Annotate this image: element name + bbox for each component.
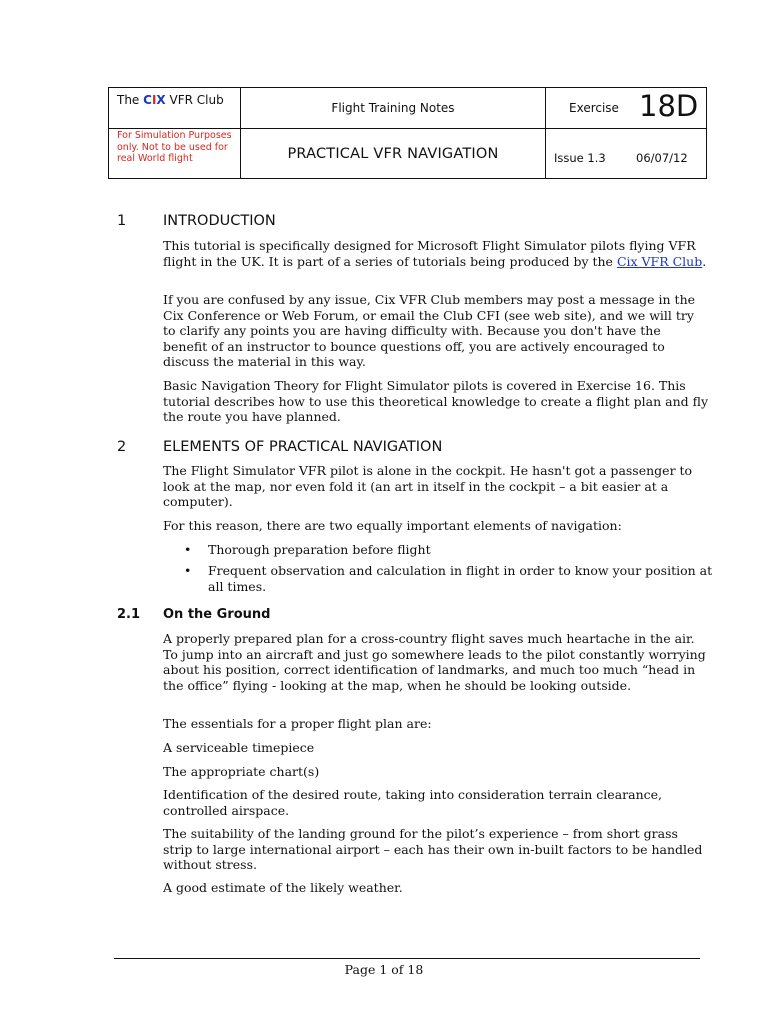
page-number: Page 1 of 18 <box>344 962 424 977</box>
ground-paragraph-4: The appropriate chart(s) <box>163 764 320 779</box>
intro-paragraph-2: If you are confused by any issue, Cix VFR Club members may post a message in the Cix Conference or Web Forum, or email the Club CFI (see web site), and we will try to clarify any points you are having difficulty with. Because you don't have the benefit of an instructor to bounce questions off, you are actively encouraged to discuss the material in this way. <box>163 292 696 370</box>
table-divider <box>545 88 546 178</box>
bullet-icon: • <box>184 542 192 557</box>
simulation-warning: For Simulation Purposes only. Not to be used for real World flight <box>117 130 232 164</box>
club-name: The CIX VFR Club <box>117 93 224 107</box>
section-number: 2 <box>117 439 127 455</box>
section-number: 1 <box>117 213 127 229</box>
document-title: PRACTICAL VFR NAVIGATION <box>287 145 499 162</box>
ground-paragraph-5: Identification of the desired route, taking into consideration terrain clearance, controlled airspace. <box>163 787 662 818</box>
exercise-number: 18D <box>639 89 699 123</box>
footer-rule <box>114 958 700 959</box>
ground-paragraph-7: A good estimate of the likely weather. <box>163 880 403 895</box>
section-title: On the Ground <box>163 607 271 622</box>
intro-paragraph-3: Basic Navigation Theory for Flight Simulator pilots is covered in Exercise 16. This tutorial describes how to use this theoretical knowledge to create a flight plan and fly the route you have planned. <box>163 378 709 425</box>
intro-paragraph-1: This tutorial is specifically designed for Microsoft Flight Simulator pilots flying VFR flight in the UK. It is part of a series of tutorials being produced by the Cix VFR Club. <box>163 238 707 269</box>
table-divider <box>240 88 241 178</box>
elements-paragraph-2: For this reason, there are two equally important elements of navigation: <box>163 518 622 533</box>
section-number: 2.1 <box>117 607 141 622</box>
section-title: ELEMENTS OF PRACTICAL NAVIGATION <box>163 439 443 455</box>
document-header-table <box>108 87 707 179</box>
bullet-icon: • <box>184 563 192 578</box>
ground-paragraph-3: A serviceable timepiece <box>163 740 315 755</box>
elements-paragraph-1: The Flight Simulator VFR pilot is alone in the cockpit. He hasn't got a passenger to look at the map, nor even fold it (an art in itself in the cockpit – a bit easier at a computer). <box>163 463 693 510</box>
issue-number: Issue 1.3 <box>554 151 606 165</box>
ground-paragraph-6: The suitability of the landing ground for the pilot’s experience – from short grass strip to large international airport – each has their own in-built factors to be handled without stress. <box>163 826 703 873</box>
cix-vfr-club-link[interactable]: Cix VFR Club <box>616 253 703 269</box>
exercise-label: Exercise <box>569 101 619 115</box>
ground-paragraph-1: A properly prepared plan for a cross-country flight saves much heartache in the air. To jump into an aircraft and just go somewhere leads to the pilot constantly worrying about his position, correct identification of landmarks, and much too much “head in the office” flying - looking at the map, when he should be looking outside. <box>163 631 706 693</box>
section-title: INTRODUCTION <box>163 213 276 229</box>
ground-paragraph-2: The essentials for a proper flight plan are: <box>163 716 432 731</box>
document-type: Flight Training Notes <box>331 101 455 115</box>
issue-date: 06/07/12 <box>636 151 688 165</box>
